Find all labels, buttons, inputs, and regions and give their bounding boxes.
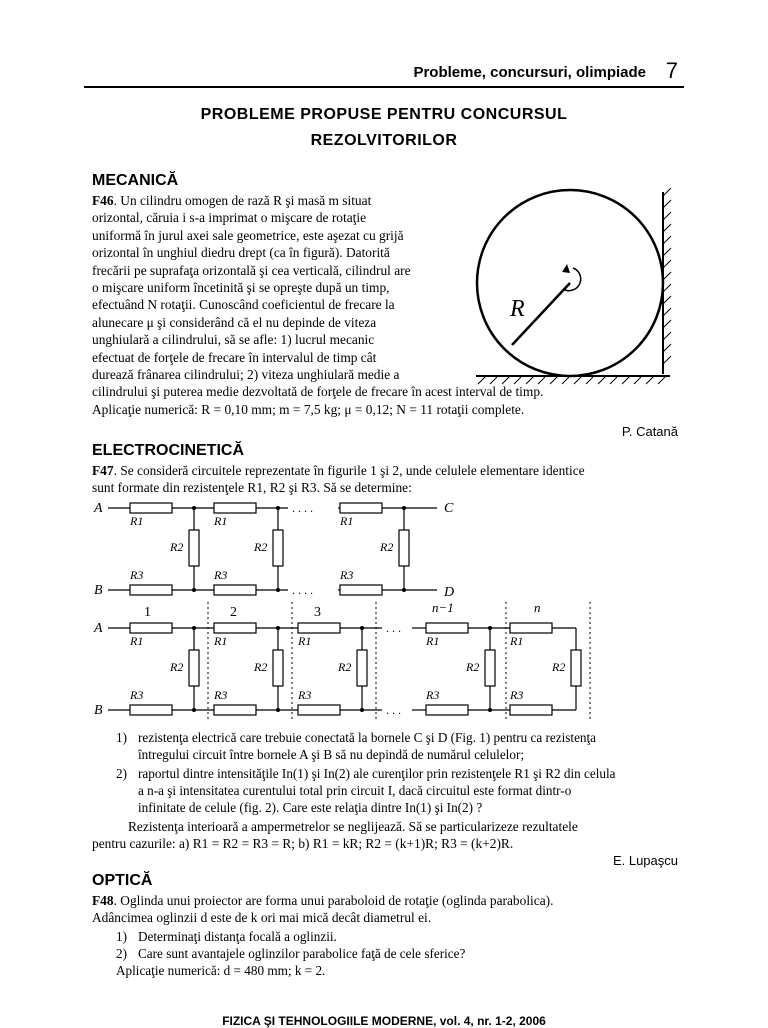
terminal-A: A — [94, 501, 103, 516]
svg-text:R2: R2 — [254, 540, 268, 554]
author-f47: E. Lupaşcu — [612, 853, 678, 868]
terminal-B: B — [94, 583, 103, 598]
svg-text:R3: R3 — [130, 688, 144, 702]
svg-text:R1: R1 — [510, 634, 524, 648]
svg-text:R3: R3 — [340, 568, 354, 582]
svg-text:. . .: . . . — [386, 621, 401, 635]
terminal-B: B — [94, 703, 103, 718]
svg-text:. . . .: . . . . — [292, 501, 313, 515]
svg-text:R1: R1 — [214, 514, 228, 528]
svg-text:R1: R1 — [130, 634, 144, 648]
heading-mecanica: MECANICĂ — [92, 172, 179, 189]
cell-label-2: 2 — [230, 605, 237, 620]
svg-text:R2: R2 — [380, 540, 394, 554]
header-section: Probleme, concursuri, olimpiade — [413, 64, 646, 81]
terminal-D: D — [444, 585, 455, 600]
svg-text:R3: R3 — [426, 688, 440, 702]
svg-text:R2: R2 — [170, 540, 184, 554]
wall-hatching — [663, 188, 671, 364]
problem-id: F47 — [92, 463, 114, 478]
svg-text:R3: R3 — [510, 688, 524, 702]
svg-text:R3: R3 — [298, 688, 312, 702]
problem-f47-intro: F47. Se consideră circuitele reprezentate în figurile 1 şi 2, unde celulele elementare identice sunt formate din rezistenţele R1, R2 şi R3. Să se determine: — [92, 463, 585, 496]
cell-label-3: 3 — [314, 605, 321, 620]
problem-f48-text: F48. Oglinda unui proiector are forma unui paraboloid de rotaţie (oglinda parabolica). Adâncimea oglinzii d este de k ori mai mică decât diametrul ei. — [92, 893, 554, 926]
f47-note: Rezistenţa interioară a ampermetrelor se neglijează. Să se particularizeze rezultatele pentru cazurile: a) R1 = R2 = R3 = R; b) R1 = kR; R2 = (k+1)R; R3 = (k+2)R. — [92, 819, 578, 852]
cylinder-figure — [470, 188, 680, 386]
svg-text:R2: R2 — [552, 660, 566, 674]
svg-text:R2: R2 — [254, 660, 268, 674]
svg-text:R1: R1 — [130, 514, 144, 528]
rotation-arrowhead — [562, 264, 570, 273]
author-f46: P. Catană — [621, 424, 678, 439]
cell-label-n-1: n−1 — [432, 600, 454, 615]
cell-label-n: n — [534, 600, 541, 615]
circuit-figure-2 — [92, 600, 612, 724]
svg-text:R1: R1 — [426, 634, 440, 648]
svg-text:R2: R2 — [170, 660, 184, 674]
page-title-line2: REZOLVITORILOR — [310, 132, 458, 149]
running-header — [84, 58, 684, 88]
radius-label: R — [510, 296, 525, 322]
terminal-C: C — [444, 501, 454, 516]
svg-text:R1: R1 — [214, 634, 228, 648]
page-title-line1: PROBLEME PROPUSE PENTRU CONCURSUL — [200, 106, 568, 123]
terminal-A: A — [94, 621, 103, 636]
svg-text:R3: R3 — [214, 568, 228, 582]
problem-f46-text: F46. Un cilindru omogen de rază R şi masă m situat orizontal, căruia i s-a imprimat o mişcare de rotaţie uniformă în jurul axei sale geometrice, este aşezat cu grijă orizontal în unghiul diedru drept (ca în figură). Datorită frecării pe suprafaţa orizontală şi cea verticală, cilindrul are o mişcare uniform încetinită şi se opreşte după un timp, efectuând N rotaţii. Cunoscând coeficientul de frecare la alunecare μ şi considerând că el nu depinde de viteza unghiulară a cilindrului, să se afle: 1) lucrul mecanic efectuat de forţele de frecare în intervalul de timp cât durează frânarea cilindrului; 2) viteza unghiulară medie a cilindrului şi puterea medie dezvoltată de forţele de frecare în acest interval de timp. Aplicaţie numerică: R = 0,10 mm; m = 7,5 kg; μ = 0,12; N = 11 rotaţii complete. — [92, 193, 544, 417]
heading-electrocinetica: ELECTROCINETICĂ — [92, 442, 244, 459]
svg-text:R3: R3 — [214, 688, 228, 702]
page-footer: FIZICA ŞI TEHNOLOGIILE MODERNE, vol. 4, nr. 1-2, 2006 — [222, 1014, 546, 1028]
problem-id: F46 — [92, 193, 114, 208]
page-number: 7 — [665, 58, 678, 83]
svg-text:R2: R2 — [338, 660, 352, 674]
f48-numeric: Aplicaţie numerică: d = 480 mm; k = 2. — [116, 963, 326, 978]
svg-text:. . . .: . . . . — [292, 583, 313, 597]
svg-text:. . .: . . . — [386, 703, 401, 717]
circuit-figure-1 — [92, 498, 472, 602]
svg-text:R1: R1 — [340, 514, 354, 528]
svg-text:R3: R3 — [130, 568, 144, 582]
cell-label-1: 1 — [144, 605, 151, 620]
problem-id: F48 — [92, 893, 114, 908]
svg-text:R1: R1 — [298, 634, 312, 648]
svg-text:R2: R2 — [466, 660, 480, 674]
heading-optica: OPTICĂ — [92, 872, 153, 889]
